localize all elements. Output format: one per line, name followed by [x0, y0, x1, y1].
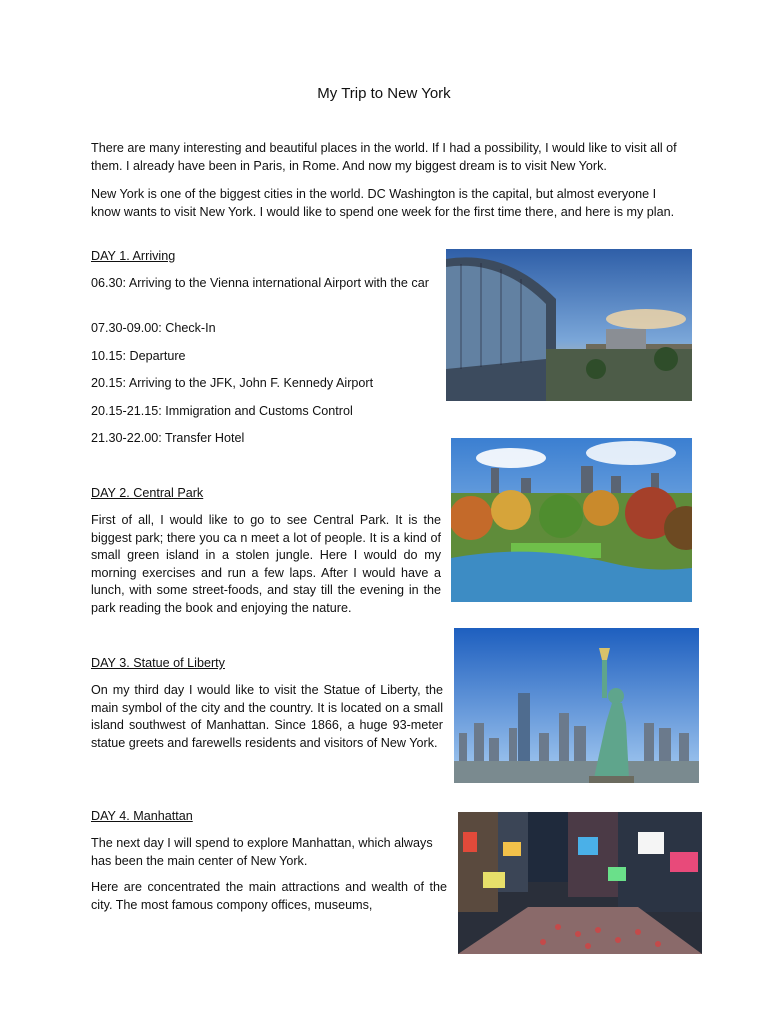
day2-heading: DAY 2. Central Park — [91, 486, 204, 500]
day4-text-2: Here are concentrated the main attractions and wealth of the city. The most famous compony offices, museums, — [91, 880, 447, 912]
day1-item-3: 10.15: Departure — [91, 349, 186, 363]
day1-item-5: 20.15-21.15: Immigration and Customs Control — [91, 404, 353, 418]
page-title: My Trip to New York — [317, 85, 451, 102]
central-park-photo — [451, 438, 692, 602]
day1-item-1: 06.30: Arriving to the Vienna international Airport with the car — [91, 276, 429, 290]
manhattan-photo — [458, 812, 702, 954]
day3-text: On my third day I would like to visit the Statue of Liberty, the main symbol of the city and the country. It is located on a small island southwest of Manhattan. Since 1866, a huge 93-meter statue greets and farewells residents and visitors of New York. — [91, 683, 443, 750]
statue-of-liberty-photo — [454, 628, 699, 783]
airport-photo — [446, 249, 692, 401]
day2-text: First of all, I would like to go to see Central Park. It is the biggest park; there you ca n meet a lot of people. It is a kind of small green island in a stolen jungle. Here I would do my morning exercises and run a few laps. After I would have a lunch, with some street-foods, and stay till the evening in the park reading the book and enjoying the nature. — [91, 513, 441, 615]
intro-paragraph-2: New York is one of the biggest cities in the world. DC Washington is the capital, but almost everyone I know wants to visit New York. I would like to spend one week for the first time there, and here is my plan. — [91, 187, 675, 219]
day1-item-6: 21.30-22.00: Transfer Hotel — [91, 431, 245, 445]
day4-text-1: The next day I will spend to explore Manhattan, which always has been the main center of New York. — [91, 836, 433, 868]
day4-heading: DAY 4. Manhattan — [91, 809, 193, 823]
intro-paragraph-1: There are many interesting and beautiful places in the world. If I had a possibility, I would like to visit all of them. I already have been in Paris, in Rome. And now my biggest dream is to visit New York. — [91, 141, 677, 173]
day1-item-4: 20.15: Arriving to the JFK, John F. Kennedy Airport — [91, 376, 374, 390]
day1-item-2: 07.30-09.00: Check-In — [91, 321, 216, 335]
day3-heading: DAY 3. Statue of Liberty — [91, 656, 225, 670]
day1-heading: DAY 1. Arriving — [91, 249, 176, 263]
